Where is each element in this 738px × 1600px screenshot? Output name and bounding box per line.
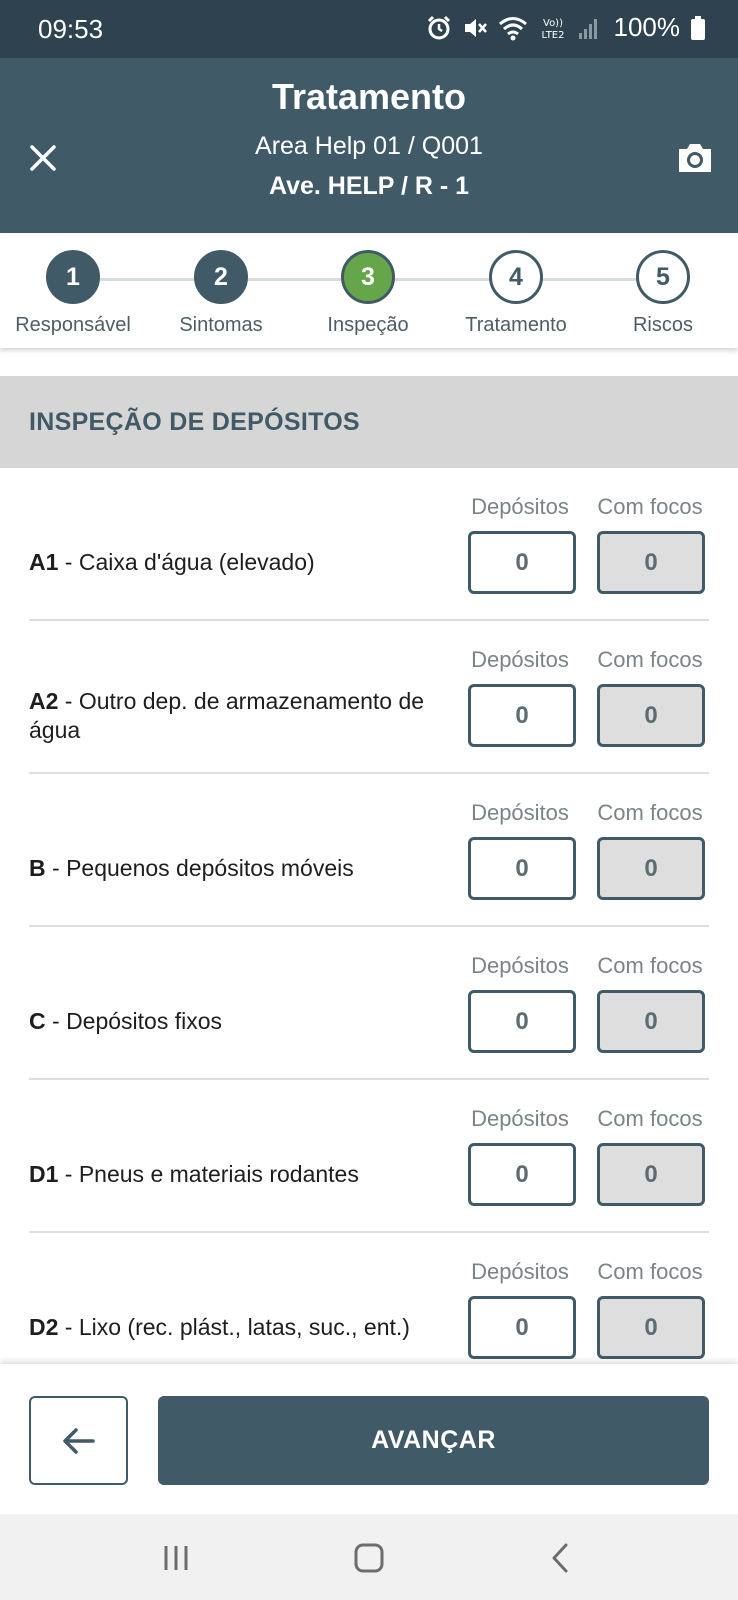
depositos-header: Depósitos (471, 494, 569, 519)
advance-button[interactable]: AVANÇAR (158, 1396, 709, 1485)
status-bar (0, 0, 738, 58)
page-title: Tratamento (271, 76, 467, 117)
step-tratamento[interactable] (441, 250, 591, 337)
com-focos-input[interactable]: 0 (597, 531, 705, 594)
row-label (29, 468, 439, 621)
signal-icon (578, 15, 600, 41)
system-nav-bar (0, 1514, 738, 1600)
com-focos-input[interactable]: 0 (597, 684, 705, 747)
stepper (0, 233, 738, 348)
depositos-input[interactable]: 0 (468, 1296, 576, 1359)
inspection-row-a2 (29, 621, 709, 774)
row-code: A1 (29, 549, 59, 575)
row-label (29, 1080, 439, 1233)
row-description: - Pneus e materiais rodantes (58, 1161, 359, 1187)
battery-icon (690, 15, 706, 41)
alarm-icon (426, 15, 452, 41)
row-label (29, 927, 439, 1080)
mute-icon (462, 15, 488, 41)
status-time: 09:53 (38, 14, 104, 44)
com-focos-header: Com focos (597, 1259, 703, 1284)
step-number: 2 (194, 250, 248, 304)
depositos-input[interactable]: 0 (468, 684, 576, 747)
row-description: - Lixo (rec. plást., latas, suc., ent.) (58, 1314, 410, 1340)
step-riscos[interactable] (588, 250, 738, 337)
inspection-row-a1 (29, 468, 709, 621)
camera-button[interactable] (674, 138, 716, 178)
row-code: B (29, 855, 46, 881)
home-button[interactable] (339, 1536, 399, 1580)
depositos-input[interactable]: 0 (468, 837, 576, 900)
row-label (29, 774, 439, 927)
com-focos-input[interactable]: 0 (597, 990, 705, 1053)
svg-text:Vo)): Vo)) (542, 17, 563, 29)
depositos-input[interactable]: 0 (468, 1143, 576, 1206)
depositos-header: Depósitos (471, 647, 569, 672)
arrow-left-icon (61, 1426, 97, 1456)
battery-percent: 100% (613, 12, 680, 42)
com-focos-header: Com focos (597, 494, 703, 519)
depositos-header: Depósitos (471, 800, 569, 825)
chevron-left-icon (548, 1542, 572, 1574)
step-sintomas[interactable] (146, 250, 296, 337)
step-inspecao[interactable] (293, 250, 443, 337)
system-back-button[interactable] (530, 1536, 590, 1580)
app-header (0, 58, 738, 233)
section-title: INSPEÇÃO DE DEPÓSITOS (29, 408, 360, 436)
step-label: Riscos (632, 314, 693, 336)
depositos-input[interactable]: 0 (468, 990, 576, 1053)
row-description: - Outro dep. de armazenamento de água (29, 687, 425, 743)
com-focos-input[interactable]: 0 (597, 1296, 705, 1359)
inspection-row-d2 (29, 1233, 709, 1364)
volte-icon (538, 15, 568, 41)
status-icons (426, 12, 707, 43)
step-number: 3 (341, 250, 395, 304)
row-label (29, 1233, 439, 1364)
step-label: Responsável (15, 314, 131, 336)
svg-text:LTE2: LTE2 (541, 29, 564, 41)
inspection-row-c (29, 927, 709, 1080)
com-focos-input[interactable]: 0 (597, 1143, 705, 1206)
step-number: 1 (46, 250, 100, 304)
inspection-list[interactable] (0, 468, 738, 1364)
com-focos-header: Com focos (597, 800, 703, 825)
row-description: - Caixa d'água (elevado) (58, 549, 315, 575)
depositos-header: Depósitos (471, 1259, 569, 1284)
bottom-action-bar (0, 1364, 738, 1514)
depositos-header: Depósitos (471, 953, 569, 978)
step-number: 4 (489, 250, 543, 304)
step-label: Tratamento (465, 314, 567, 336)
com-focos-input[interactable]: 0 (597, 837, 705, 900)
row-label (29, 621, 439, 774)
row-description: - Depósitos fixos (45, 1008, 223, 1034)
com-focos-header: Com focos (597, 1106, 703, 1131)
depositos-header: Depósitos (471, 1106, 569, 1131)
page-subtitle-secondary: Ave. HELP / R - 1 (268, 172, 470, 200)
inspection-row-b (29, 774, 709, 927)
back-button[interactable] (29, 1396, 128, 1485)
row-code: C (29, 1008, 46, 1034)
row-code: A2 (29, 687, 59, 714)
inspection-row-d1 (29, 1080, 709, 1233)
camera-icon (676, 141, 714, 175)
row-description: - Pequenos depósitos móveis (45, 855, 354, 881)
com-focos-header: Com focos (597, 647, 703, 672)
recents-icon (161, 1544, 191, 1572)
depositos-input[interactable]: 0 (468, 531, 576, 594)
step-label: Inspeção (327, 314, 409, 336)
com-focos-header: Com focos (597, 953, 703, 978)
section-header (0, 376, 738, 468)
row-code: D2 (29, 1314, 59, 1340)
step-label: Sintomas (179, 314, 263, 336)
row-code: D1 (29, 1161, 59, 1187)
wifi-icon (498, 15, 528, 41)
page-subtitle: Area Help 01 / Q001 (255, 132, 483, 160)
home-icon (353, 1542, 385, 1574)
step-responsavel[interactable] (0, 250, 148, 337)
recents-button[interactable] (146, 1536, 206, 1580)
step-number: 5 (636, 250, 690, 304)
